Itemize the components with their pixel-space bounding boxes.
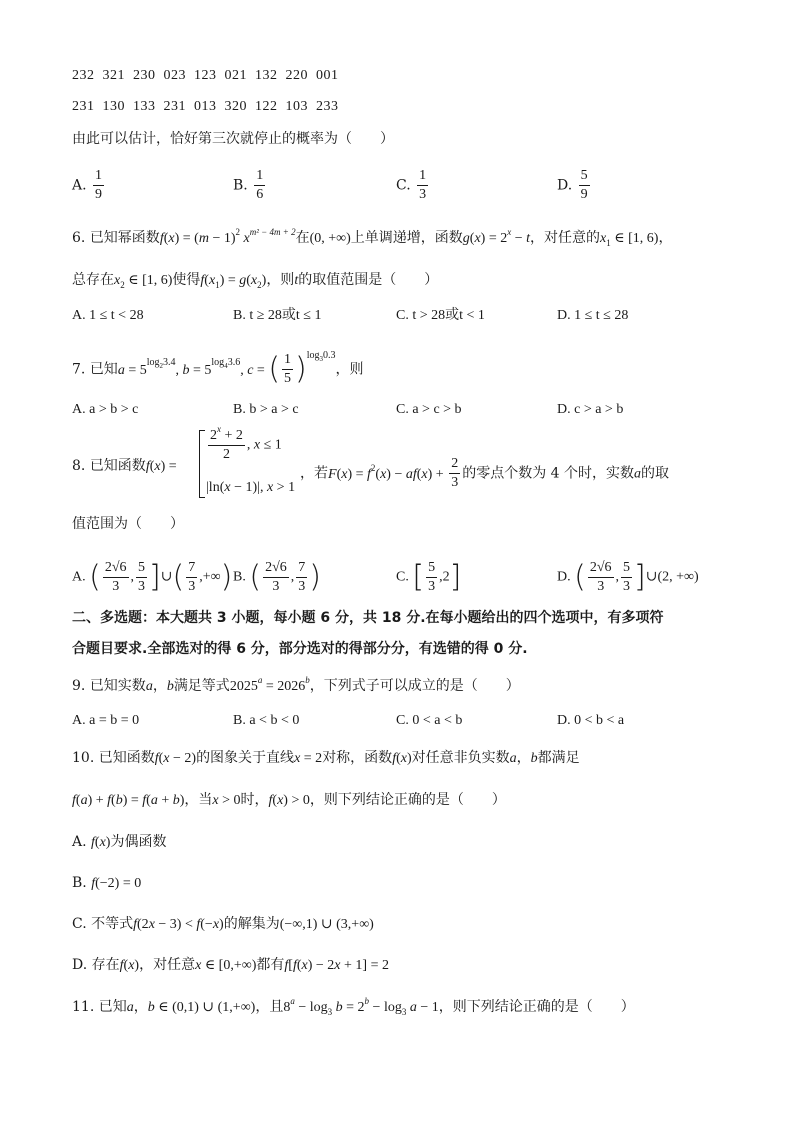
q7-option-c[interactable]: C. a > c > b bbox=[396, 402, 462, 417]
q5-option-a[interactable]: A. $\frac{1}{9}$ bbox=[72, 168, 103, 202]
q8-stem-line-2: 值范围为（ ） bbox=[72, 516, 184, 532]
q6-option-d[interactable]: D. 1 ≤ t ≤ 28 bbox=[557, 308, 629, 323]
section-heading-line-1: 二、多选题：本大题共 3 小题，每小题 6 分，共 18 分.在每小题给出的四个选项中，有多项符 bbox=[72, 610, 664, 626]
q5-stem: 由此可以估计，恰好第三次就停止的概率为（ ） bbox=[72, 131, 394, 147]
q9-option-c[interactable]: C. 0 < a < b bbox=[396, 713, 463, 728]
random-number-row-2: 231 130 133 231 013 320 122 103 233 bbox=[72, 99, 339, 114]
q8-option-c[interactable]: C. [ $\frac{5}{3}$ ,2] bbox=[396, 559, 462, 595]
fraction: $\frac{1}{3}$ bbox=[419, 168, 427, 202]
q9-stem: 9. 已知实数a，b满足等式$2025^a = 2026^b$，下列式子可以成立的是（ ） bbox=[72, 675, 520, 694]
q10-option-c[interactable]: C. 不等式f(2x − 3) < f(−x)的解集为(−∞,1) ∪ (3,+∞) bbox=[72, 916, 374, 932]
q8-piece-2: |ln(x − 1)|, x > 1 bbox=[206, 480, 296, 495]
q8-piece-1: $\frac{2^x + 2}{2}$ , x ≤ 1 bbox=[210, 424, 282, 462]
q7-option-d[interactable]: D. c > a > b bbox=[557, 402, 624, 417]
q9-option-d[interactable]: D. 0 < b < a bbox=[557, 713, 625, 728]
q8-option-d[interactable]: D. ( $\frac{2√6}{3}$ , $\frac{5}{3}$ ]∪(2, +∞) bbox=[557, 559, 699, 595]
section-heading-line-2: 合题目要求.全部选对的得 6 分，部分选对的得部分分，有选错的得 0 分. bbox=[72, 641, 528, 657]
q5-option-d[interactable]: D. $\frac{5}{9}$ bbox=[557, 168, 588, 202]
q8-stem-line-1b: ，若$F(x) = f^2(x) - af(x)$ + $\frac{2}{3}$ 的零点个数为 4 个时，实数a的取 bbox=[300, 456, 670, 490]
q5-option-c[interactable]: C. $\frac{1}{3}$ bbox=[396, 168, 427, 202]
random-number-row-1: 232 321 230 023 123 021 132 220 001 bbox=[72, 68, 339, 83]
q7-option-b[interactable]: B. b > a > c bbox=[233, 402, 299, 417]
q6-stem-line-2: 总存在$x_2$ ∈ [1, 6)使得$f(x_1) = g(x_2)$，则t的取值范围是（ ） bbox=[72, 272, 439, 290]
q7-option-a[interactable]: A. a > b > c bbox=[72, 402, 139, 417]
q8-stem-line-1: 8. 已知函数f(x) = bbox=[72, 458, 177, 474]
q10-option-b[interactable]: B. f(−2) = 0 bbox=[72, 875, 142, 891]
q10-stem-line-2: f(a) + f(b) = f(a + b)，当x > 0时，f(x) > 0，则下列结论正确的是（ ） bbox=[72, 792, 506, 808]
fraction: $\frac{1}{6}$ bbox=[256, 168, 264, 202]
q8-option-a[interactable]: A. ( $\frac{2√6}{3}$ , $\frac{5}{3}$ ]∪( $\frac{7}{3}$ ,+∞) bbox=[72, 559, 233, 595]
q10-option-d[interactable]: D. 存在f(x)，对任意x ∈ [0,+∞)都有f[f(x) − 2x + 1] = 2 bbox=[72, 957, 389, 973]
q7-stem: 7. 已知$a = 5^{log_23.4}$, $b = 5^{log_43.6}$, c = ( $\frac{1}{5}$ )$^{log_30.3}$，则 bbox=[72, 349, 364, 387]
q6-option-b[interactable]: B. t ≥ 28或t ≤ 1 bbox=[233, 308, 322, 323]
q6-option-c[interactable]: C. t > 28或t < 1 bbox=[396, 308, 485, 323]
q9-option-a[interactable]: A. a = b = 0 bbox=[72, 713, 140, 728]
q9-option-b[interactable]: B. a < b < 0 bbox=[233, 713, 300, 728]
q8-option-b[interactable]: B. ( $\frac{2√6}{3}$ , $\frac{7}{3}$ ) bbox=[233, 559, 321, 595]
q10-option-a[interactable]: A. f(x)为偶函数 bbox=[72, 834, 167, 850]
fraction: $\frac{5}{9}$ bbox=[580, 168, 588, 202]
q10-stem-line-1: 10. 已知函数f(x − 2)的图象关于直线x = 2对称，函数f(x)对任意非负实数a，b都满足 bbox=[72, 750, 580, 766]
q6-stem-line-1: 6. 已知幂函数$f(x) = (m - 1)^2$ $x^{m^2 - 4m + 2}$在(0, +∞)上单调递增，函数$g(x) = 2^x - t$，对任意的$x_1$ ∈ [1, 6)， bbox=[72, 227, 673, 248]
q6-option-a[interactable]: A. 1 ≤ t < 28 bbox=[72, 308, 144, 323]
q11-stem: 11. 已知a，b ∈ (0,1) ∪ (1,+∞)，且$8^a - \log_3 b = 2^b - \log_3 a - 1$，则下列结论正确的是（ ） bbox=[72, 996, 635, 1017]
piecewise-brace bbox=[199, 430, 205, 498]
q5-option-b[interactable]: B. $\frac{1}{6}$ bbox=[233, 168, 264, 202]
fraction: $\frac{1}{9}$ bbox=[95, 168, 103, 202]
